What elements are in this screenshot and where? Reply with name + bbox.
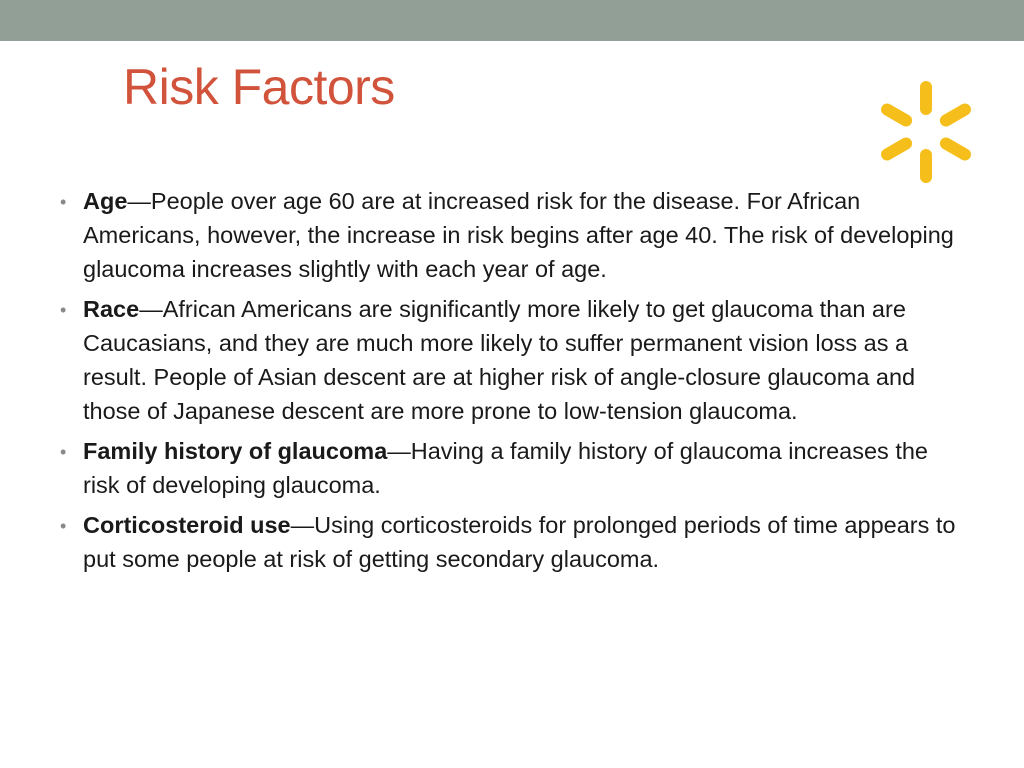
item-description: —Using corticosteroids for prolonged periods of time appears to put some people at risk of getting secondary glaucoma. <box>83 512 956 572</box>
bullet-dot-icon: • <box>60 442 67 462</box>
walmart-spark-icon <box>872 78 984 190</box>
term-label: Race <box>83 296 140 322</box>
term-label: Corticosteroid use <box>83 512 291 538</box>
slide-title: Risk Factors <box>123 59 395 115</box>
bullet-dot-icon: • <box>60 300 67 320</box>
list-item-race <box>60 292 960 428</box>
bullet-dot-icon: • <box>60 192 67 212</box>
risk-factor-list <box>60 184 960 582</box>
top-accent-bar <box>0 0 1024 41</box>
term-label: Age <box>83 188 128 214</box>
list-item-family-history <box>60 434 960 502</box>
term-label: Family history of glaucoma <box>83 438 388 464</box>
item-description: —African Americans are significantly more likely to get glaucoma than are Caucasians, and they are much more likely to suffer permanent vision loss as a result. People of Asian descent are at higher risk of angle-closure glaucoma and those of Japanese descent are more prone to low-tension glaucoma. <box>83 296 916 424</box>
list-item-age <box>60 184 960 286</box>
bullet-dot-icon: • <box>60 516 67 536</box>
item-description: —Having a family history of glaucoma increases the risk of developing glaucoma. <box>83 438 929 498</box>
item-description: —People over age 60 are at increased risk for the disease. For African Americans, however, the increase in risk begins after age 40. The risk of developing glaucoma increases slightly with each year of age. <box>83 188 954 282</box>
list-item-corticosteroid-use <box>60 508 960 576</box>
